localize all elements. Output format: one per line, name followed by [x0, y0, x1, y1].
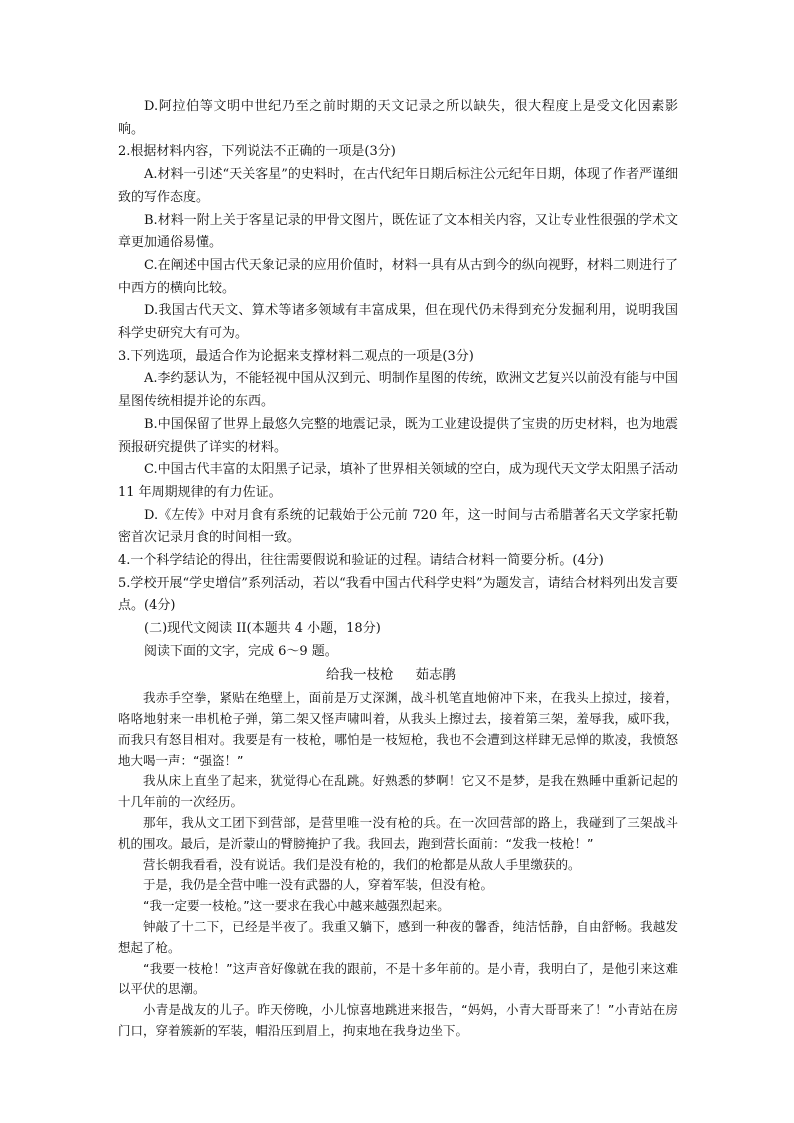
q3-option-a: A.李约瑟认为，不能轻视中国从汉到元、明制作星图的传统，欧洲文艺复兴以前没有能与中国星图传统相提并论的东西。	[118, 371, 678, 410]
story-paragraph: 钟敲了十二下，已经是半夜了。我重又躺下，感到一种夜的馨香，纯洁恬静，自由舒畅。我越发想起了枪。	[118, 919, 678, 955]
story-title-line	[118, 664, 678, 687]
story-paragraph: “我一定要一枝枪。”这一要求在我心中越来越强烈起来。	[143, 898, 450, 914]
q2-option-c: C.在阐述中国古代天象记录的应用价值时，材料一具有从古到今的纵向视野，材料二则进行了中西方的横向比较。	[118, 257, 678, 296]
story-paragraph: 小青是战友的儿子。昨天傍晚，小儿惊喜地跳进来报告，“妈妈，小青大哥哥来了！”小青站在房门口，穿着簇新的军装，帽沿压到眉上，拘束地在我身边坐下。	[118, 1002, 678, 1039]
q1-option-d: D.阿拉伯等文明中世纪乃至之前时期的天文记录之所以缺失，很大程度上是受文化因素影响。	[118, 99, 678, 137]
story-paragraph: 那年，我从文工团下到营部，是营里唯一没有枪的兵。在一次回营部的路上，我碰到了三架战斗机的围攻。最后，是沂蒙山的臂膀掩护了我。我回去，跑到营长面前：“发我一枝枪！”	[118, 815, 678, 851]
q2-option-a: A.材料一引述“天关客星”的史料时，在古代纪年日期后标注公元纪年日期，体现了作者严谨细致的写作态度。	[118, 167, 678, 205]
section-heading: (二)现代文阅读 II(本题共 4 小题，18分)	[144, 621, 381, 637]
q3-stem: 3.下列选项，最适合作为论据来支撑材料二观点的一项是(3分)	[118, 348, 474, 364]
q2-stem: 2.根据材料内容，下列说法不正确的一项是(3分)	[118, 144, 396, 160]
story-paragraph: 我赤手空拳，紧贴在绝壁上，面前是万丈深渊，战斗机笔直地俯冲下来，在我头上掠过，接着，咯咯地射来一串机枪子弹，第二架又怪声啸叫着，从我头上擦过去，接着第三架，羞辱我，威吓我，而我只有怒目相对。我要是有一枝枪，哪怕是一枝短枪，我也不会遭到这样肆无忌惮的欺凌，我愤怒地大喝一声：“强盗！”	[118, 690, 678, 768]
story-title: 给我一枝枪	[326, 666, 394, 683]
q3-option-b: B.中国保留了世界上最悠久完整的地震记录，既为工业建设提供了宝贵的历史材料，也为地震预报研究提供了详实的材料。	[118, 416, 678, 455]
page-content	[118, 96, 678, 1042]
q2-option-b: B.材料一附上关于客星记录的甲骨文图片，既佐证了文本相关内容，又让专业性很强的学术文章更加通俗易懂。	[118, 212, 678, 251]
q3-option-c: C.中国古代丰富的太阳黑子记录，填补了世界相关领域的空白，成为现代天文学太阳黑子活动 11 年周期规律的有力佐证。	[118, 462, 678, 500]
story-paragraph: 营长朝我看看，没有说话。我们是没有枪的，我们的枪都是从敌人手里缴获的。	[143, 856, 581, 872]
story-paragraph: “我要一枝枪！”这声音好像就在我的跟前，不是十多年前的。是小青，我明白了，是他引来这难以平伏的思潮。	[118, 960, 678, 997]
reading-instruction: 阅读下面的文字，完成 6～9 题。	[144, 643, 338, 659]
q5-stem: 5.学校开展“学史增信”系列活动，若以“我看中国古代科学史料”为题发言，请结合材料列出发言要点。(4分)	[118, 575, 678, 614]
q4-stem: 4.一个科学结论的得出，往往需要假说和验证的过程。请结合材料一简要分析。(4分)	[118, 553, 604, 569]
story-paragraph: 于是，我仍是全营中唯一没有武器的人，穿着军装，但没有枪。	[143, 877, 494, 893]
story-paragraph: 我从床上直坐了起来，犹觉得心在乱跳。好熟悉的梦啊！它又不是梦，是我在熟睡中重新记起的十几年前的一次经历。	[118, 773, 678, 810]
q2-option-d: D.我国古代天文、算术等诸多领域有丰富成果，但在现代仍未得到充分发掘利用，说明我国科学史研究大有可为。	[118, 303, 678, 342]
story-author: 茹志鹃	[415, 666, 456, 683]
q3-option-d: D.《左传》中对月食有系统的记载始于公元前 720 年，这一时间与古希腊著名天文学家托勒密首次记录月食的时间相一致。	[118, 507, 678, 546]
